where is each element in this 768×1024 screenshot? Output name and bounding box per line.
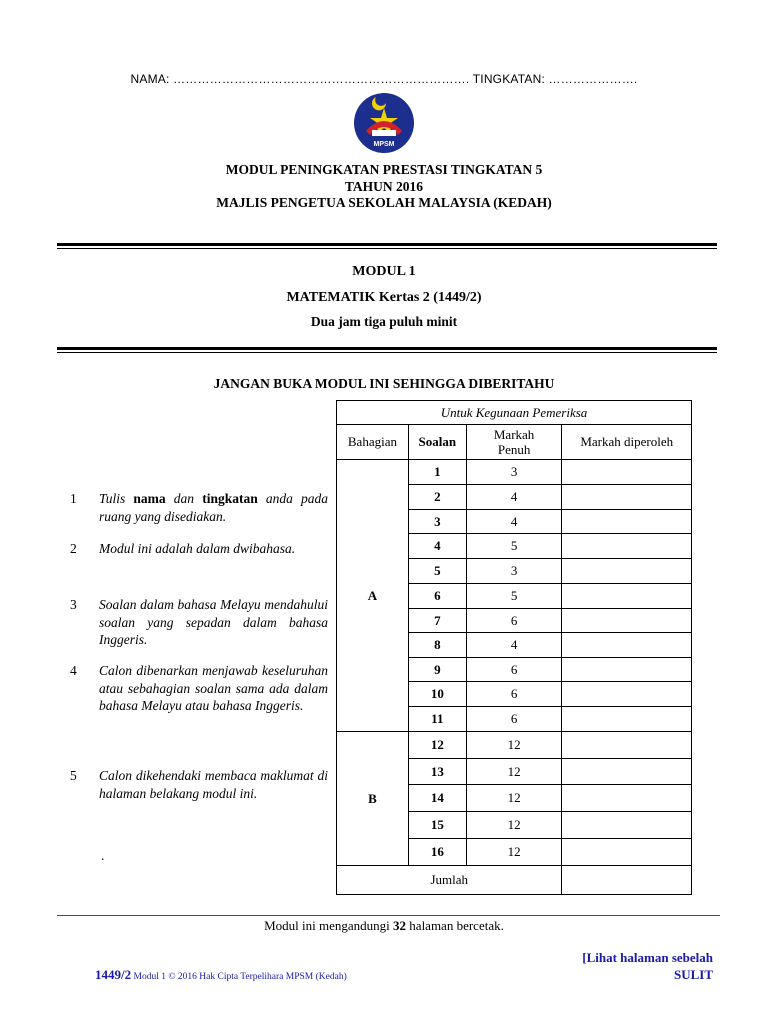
- table-title: Untuk Kegunaan Pemeriksa: [337, 401, 692, 425]
- soalan-cell: 11: [408, 707, 466, 732]
- stray-dot: .: [101, 848, 105, 863]
- footer-rule: [57, 915, 720, 916]
- module-title: MODUL 1: [352, 264, 416, 279]
- name-line: [0, 72, 768, 86]
- module-subject: MATEMATIK Kertas 2 (1449/2): [286, 290, 482, 305]
- examiner-table: [336, 400, 692, 895]
- paper-code: 1449/2: [95, 967, 132, 982]
- soalan-cell: 10: [408, 682, 466, 707]
- sulit-label: SULIT: [673, 967, 713, 982]
- markah-diperoleh-cell[interactable]: [562, 682, 692, 707]
- soalan-cell: 16: [408, 839, 466, 866]
- soalan-cell: 15: [408, 812, 466, 839]
- soalan-cell: 9: [408, 658, 466, 682]
- markah-diperoleh-cell[interactable]: [562, 584, 692, 609]
- markah-diperoleh-cell[interactable]: [562, 759, 692, 785]
- markah-diperoleh-cell[interactable]: [562, 658, 692, 682]
- markah-penuh-cell: 4: [466, 485, 562, 510]
- soalan-cell: 12: [408, 732, 466, 759]
- header-line-2: TAHUN 2016: [344, 179, 424, 194]
- next-page-note: [Lihat halaman sebelah: [582, 950, 713, 965]
- markah-diperoleh-cell[interactable]: [562, 707, 692, 732]
- soalan-cell: 4: [408, 534, 466, 559]
- header-line-3: MAJLIS PENGETUA SEKOLAH MALAYSIA (KEDAH): [216, 195, 552, 210]
- soalan-cell: 5: [408, 559, 466, 584]
- markah-penuh-cell: 6: [466, 682, 562, 707]
- soalan-cell: 14: [408, 785, 466, 812]
- table-row: [337, 460, 692, 485]
- markah-diperoleh-cell[interactable]: [562, 839, 692, 866]
- soalan-cell: 6: [408, 584, 466, 609]
- divider-top: [57, 243, 717, 249]
- section-cell: A: [337, 460, 409, 732]
- logo-text: MPSM: [373, 141, 395, 148]
- col-bahagian: Bahagian: [337, 425, 409, 460]
- mpsm-logo: [352, 91, 416, 155]
- soalan-cell: 8: [408, 633, 466, 658]
- markah-diperoleh-cell[interactable]: [562, 812, 692, 839]
- copyright-text: Modul 1 © 2016 Hak Cipta Terpelihara MPSM (Kedah): [131, 972, 347, 982]
- markah-diperoleh-cell[interactable]: [562, 609, 692, 633]
- markah-penuh-cell: 6: [466, 609, 562, 633]
- jumlah-input[interactable]: [562, 866, 692, 895]
- markah-penuh-cell: 5: [466, 584, 562, 609]
- warning-text: JANGAN BUKA MODUL INI SEHINGGA DIBERITAHU: [213, 376, 555, 391]
- soalan-cell: 2: [408, 485, 466, 510]
- markah-diperoleh-cell[interactable]: [562, 633, 692, 658]
- markah-diperoleh-cell[interactable]: [562, 785, 692, 812]
- markah-penuh-cell: 12: [466, 812, 562, 839]
- nama-label: NAMA:: [130, 72, 170, 86]
- markah-diperoleh-cell[interactable]: [562, 510, 692, 534]
- markah-penuh-cell: 12: [466, 732, 562, 759]
- instruction-2: 2 Modul ini adalah dalam dwibahasa.: [70, 541, 296, 556]
- copyright-line: [95, 967, 347, 983]
- markah-penuh-cell: 12: [466, 759, 562, 785]
- markah-penuh-cell: 6: [466, 658, 562, 682]
- nama-field[interactable]: ……………………………………………………………….: [173, 72, 470, 86]
- markah-penuh-cell: 3: [466, 559, 562, 584]
- col-soalan: Soalan: [408, 425, 466, 460]
- markah-diperoleh-cell[interactable]: [562, 460, 692, 485]
- instruction-3: 3 Soalan dalam bahasa Melayu mendahului soalan yang sepadan dalam bahasa Inggeris.: [70, 597, 328, 647]
- soalan-cell: 3: [408, 510, 466, 534]
- instruction-number: 1: [70, 491, 77, 506]
- module-duration: Dua jam tiga puluh minit: [310, 314, 458, 329]
- soalan-cell: 1: [408, 460, 466, 485]
- tingkatan-field[interactable]: ………………….: [548, 72, 638, 86]
- header-line-1: MODUL PENINGKATAN PRESTASI TINGKATAN 5: [225, 162, 543, 177]
- tingkatan-label: TINGKATAN:: [472, 72, 545, 86]
- markah-penuh-cell: 5: [466, 534, 562, 559]
- divider-bottom: [57, 347, 717, 353]
- table-row: [337, 732, 692, 759]
- instruction-5: 5 Calon dikehendaki membaca maklumat di halaman belakang modul ini.: [70, 768, 328, 801]
- markah-diperoleh-cell[interactable]: [562, 732, 692, 759]
- page-count: Modul ini mengandungi 32 halaman bercetak.: [264, 918, 504, 933]
- markah-penuh-cell: 6: [466, 707, 562, 732]
- soalan-cell: 13: [408, 759, 466, 785]
- col-markah-diperoleh: Markah diperoleh: [562, 425, 692, 460]
- col-markah-penuh: Markah Penuh: [466, 425, 562, 460]
- markah-penuh-cell: 12: [466, 839, 562, 866]
- soalan-cell: 7: [408, 609, 466, 633]
- markah-penuh-cell: 3: [466, 460, 562, 485]
- markah-diperoleh-cell[interactable]: [562, 485, 692, 510]
- markah-penuh-cell: 12: [466, 785, 562, 812]
- markah-diperoleh-cell[interactable]: [562, 559, 692, 584]
- markah-penuh-cell: 4: [466, 633, 562, 658]
- markah-diperoleh-cell[interactable]: [562, 534, 692, 559]
- instruction-1: 1 Tulis nama dan tingkatan anda pada ruang yang disediakan.: [70, 491, 329, 524]
- markah-penuh-cell: 4: [466, 510, 562, 534]
- section-cell: B: [337, 732, 409, 866]
- jumlah-label: Jumlah: [337, 866, 562, 895]
- instruction-4: 4 Calon dibenarkan menjawab keseluruhan atau sebahagian soalan sama ada dalam bahasa Melayu atau bahasa Inggeris.: [70, 663, 328, 713]
